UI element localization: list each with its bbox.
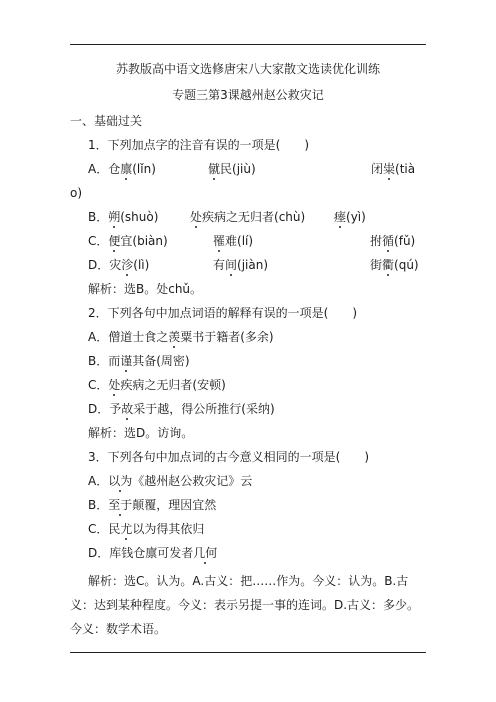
top-rule bbox=[70, 44, 426, 45]
q1-stem: 1．下列加点字的注音有误的一项是( ) bbox=[88, 138, 309, 152]
dotted-char: 以为 bbox=[108, 474, 133, 488]
q3-option-b: B．至于颠覆，理因宜然 bbox=[88, 498, 217, 512]
q1-option-a-3: 闭粜(tià bbox=[371, 162, 416, 176]
q2-option-a: A．僧道士食之羡粟书于籍者(多余) bbox=[88, 330, 274, 344]
dotted-char: 故 bbox=[121, 402, 134, 416]
q1-option-b-3: 瘗(yì) bbox=[334, 210, 366, 224]
q3-option-c: C．民尤以为得其依归 bbox=[88, 522, 205, 536]
dotted-char: 便 bbox=[108, 234, 121, 248]
q1-option-a: A．仓廪(lǐn) bbox=[88, 162, 156, 176]
q3-option-a: A．以为《越州赵公救灾记》云 bbox=[88, 474, 253, 488]
q3-answer-line-1: 解析：选C。认为。A.古义：把……作为。今义：认为。B.古 bbox=[88, 574, 409, 588]
q2-option-d: D．予故采于越，得公所推行(采纳) bbox=[88, 402, 275, 416]
q1-option-d-3: 街衢(qú) bbox=[370, 258, 419, 272]
bottom-rule bbox=[70, 652, 426, 653]
dotted-char: 间 bbox=[225, 258, 238, 272]
dotted-char: 罹 bbox=[213, 234, 226, 248]
q2-answer: 解析：选D。访询。 bbox=[88, 426, 194, 440]
dotted-char: 朔 bbox=[108, 210, 121, 224]
dotted-char: 沴 bbox=[121, 258, 134, 272]
dotted-char: 廪 bbox=[120, 162, 133, 176]
option-label: B． bbox=[88, 210, 109, 224]
option-label: D． bbox=[88, 258, 110, 272]
dotted-char: 处 bbox=[108, 378, 121, 392]
doc-title: 苏教版高中语文选修唐宋八大家散文选读优化训练 bbox=[115, 62, 380, 76]
dotted-char: 处 bbox=[190, 210, 203, 224]
dotted-char: 尤 bbox=[120, 522, 133, 536]
q1-option-b-2: 处疾病之无归者(chù) bbox=[190, 210, 306, 224]
dotted-char: 瘗 bbox=[334, 210, 347, 224]
q1-option-d-2: 有间(jiàn) bbox=[213, 258, 269, 272]
q2-option-c: C．处疾病之无归者(安顿) bbox=[88, 378, 226, 392]
dotted-char: 循 bbox=[382, 234, 395, 248]
q2-stem: 2．下列各句中加点词语的解释有误的一项是( ) bbox=[88, 306, 357, 320]
q3-option-d: D．库钱仓廪可发者几何 bbox=[88, 546, 218, 560]
q3-answer-line-2: 义：达到某种程度。今义：表示另提一事的连词。D.古义：多少。 bbox=[70, 598, 420, 612]
option-label: C． bbox=[88, 234, 109, 248]
q1-answer: 解析：选B。处chǔ。 bbox=[88, 282, 203, 296]
q1-option-b: B．朔(shuò) bbox=[88, 210, 159, 224]
q1-option-d: D．灾沴(lì) bbox=[88, 258, 150, 272]
dotted-char: 粜 bbox=[383, 162, 396, 176]
q3-stem: 3．下列各句中加点词的古今意义相同的一项是( ) bbox=[88, 450, 370, 464]
q3-answer-line-3: 今义：数学术语。 bbox=[70, 622, 167, 636]
q2-option-b: B．而谨其备(周密) bbox=[88, 354, 190, 368]
q1-option-a-wrap: o) bbox=[70, 186, 83, 200]
option-label: A． bbox=[88, 162, 109, 176]
q1-option-c: C．便宜(biàn) bbox=[88, 234, 168, 248]
dotted-char: 僦 bbox=[208, 162, 221, 176]
section-heading: 一、基础过关 bbox=[70, 114, 143, 128]
q1-option-c-3: 拊循(fǔ) bbox=[370, 234, 416, 248]
q1-option-c-2: 罹难(lí) bbox=[213, 234, 254, 248]
doc-subtitle: 专题三第3课越州赵公救灾记 bbox=[172, 88, 324, 102]
dotted-char: 至于 bbox=[108, 498, 133, 512]
q1-option-a-2: 僦民(jiù) bbox=[208, 162, 256, 176]
dotted-char: 谨 bbox=[120, 354, 133, 368]
dotted-char: 羡 bbox=[168, 330, 181, 344]
dotted-char: 几何 bbox=[193, 546, 218, 560]
dotted-char: 衢 bbox=[382, 258, 395, 272]
